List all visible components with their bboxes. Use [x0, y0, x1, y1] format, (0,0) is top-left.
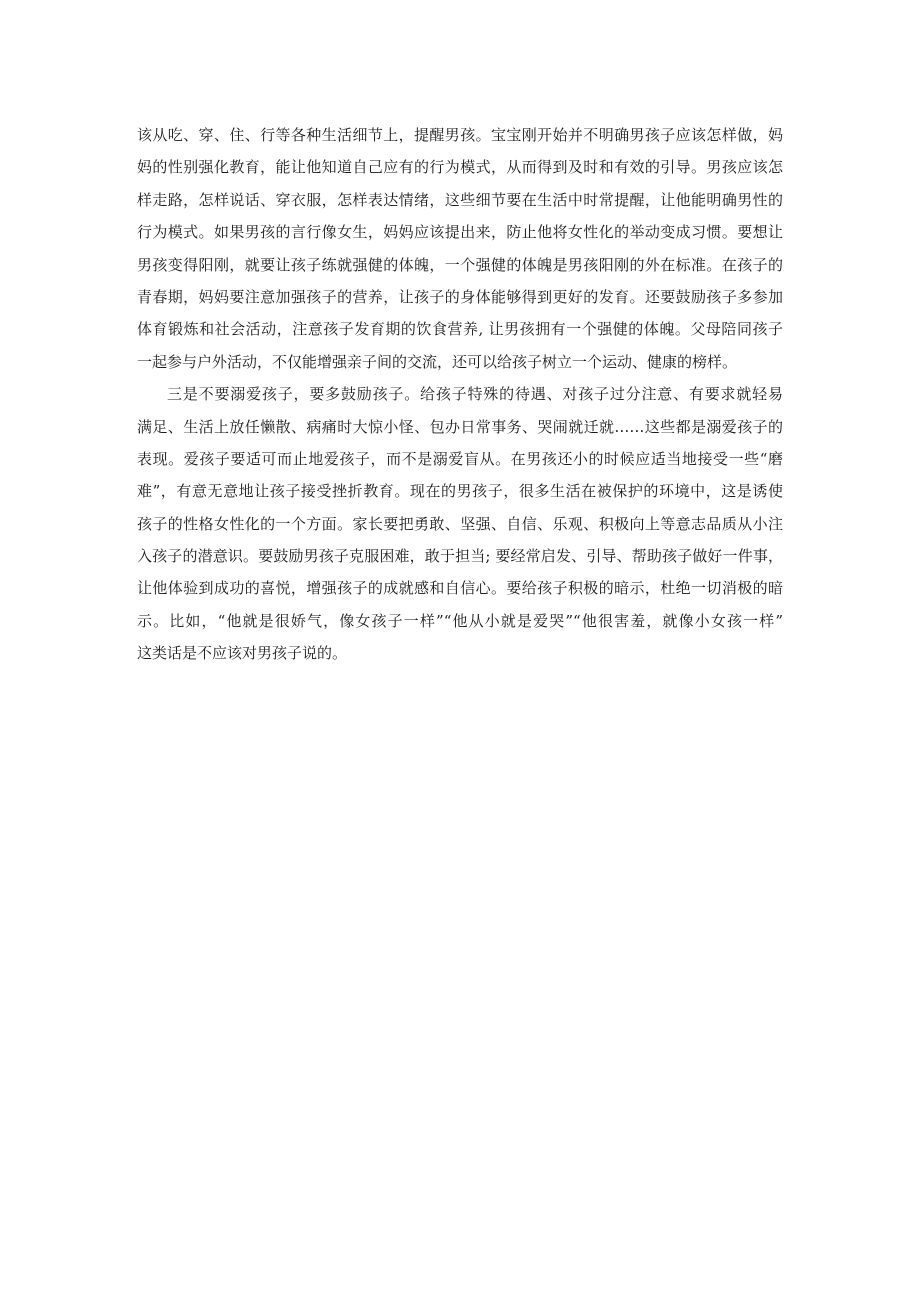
paragraph-line: 一起参与户外活动，不仅能增强亲子间的交流，还可以给孩子树立一个运动、健康的榜样。 [137, 352, 738, 371]
paragraph-line: 孩子的性格女性化的一个方面。家长要把勇敢、坚强、自信、乐观、积极向上等意志品质从小注 [137, 514, 783, 533]
paragraph-line: 三是不要溺爱孩子，要多鼓励孩子。给孩子特殊的待遇、对孩子过分注意、有要求就轻易 [167, 385, 783, 404]
paragraph-line: 体育锻炼和社会活动，注意孩子发育期的饮食营养, 让男孩拥有一个强健的体魄。父母陪同孩子 [137, 320, 783, 339]
body-text [137, 119, 783, 670]
paragraph-line: 这类话是不应该对男孩子说的。 [137, 644, 348, 663]
paragraph-line: 难”，有意无意地让孩子接受挫折教育。现在的男孩子，很多生活在被保护的环境中，这是诱使 [137, 482, 783, 501]
paragraph-line: 男孩变得阳刚，就要让孩子练就强健的体魄，一个强健的体魄是男孩阳刚的外在标准。在孩子的 [137, 255, 783, 274]
paragraph-line: 入孩子的潜意识。要鼓励男孩子克服困难，敢于担当; 要经常启发、引导、帮助孩子做好一件事， [137, 547, 783, 566]
paragraph-line: 样走路，怎样说话、穿衣服，怎样表达情绪，这些细节要在生活中时常提醒，让他能明确男性的 [137, 190, 783, 209]
paragraph-line: 满足、生活上放任懒散、病痛时大惊小怪、包办日常事务、哭闹就迁就……这些都是溺爱孩子的 [137, 417, 783, 436]
paragraph-line: 行为模式。如果男孩的言行像女生，妈妈应该提出来，防止他将女性化的举动变成习惯。要想让 [137, 223, 783, 242]
paragraph-line: 示。比如，“他就是很娇气，像女孩子一样”“他从小就是爱哭”“他很害羞，就像小女孩一样” [137, 611, 783, 630]
paragraph-line: 表现。爱孩子要适可而止地爱孩子，而不是溺爱盲从。在男孩还小的时候应适当地接受一些“磨 [137, 449, 783, 468]
paragraph-1 [137, 119, 783, 378]
paragraph-2 [137, 378, 783, 670]
paragraph-line: 让他体验到成功的喜悦，增强孩子的成就感和自信心。要给孩子积极的暗示，杜绝一切消极的暗 [137, 579, 783, 598]
paragraph-line: 妈的性别强化教育，能让他知道自己应有的行为模式，从而得到及时和有效的引导。男孩应该怎 [137, 158, 783, 177]
paragraph-line: 该从吃、穿、住、行等各种生活细节上，提醒男孩。宝宝刚开始并不明确男孩子应该怎样做，妈 [137, 126, 783, 144]
paragraph-line: 青春期，妈妈要注意加强孩子的营养，让孩子的身体能够得到更好的发育。还要鼓励孩子多参加 [137, 287, 783, 306]
